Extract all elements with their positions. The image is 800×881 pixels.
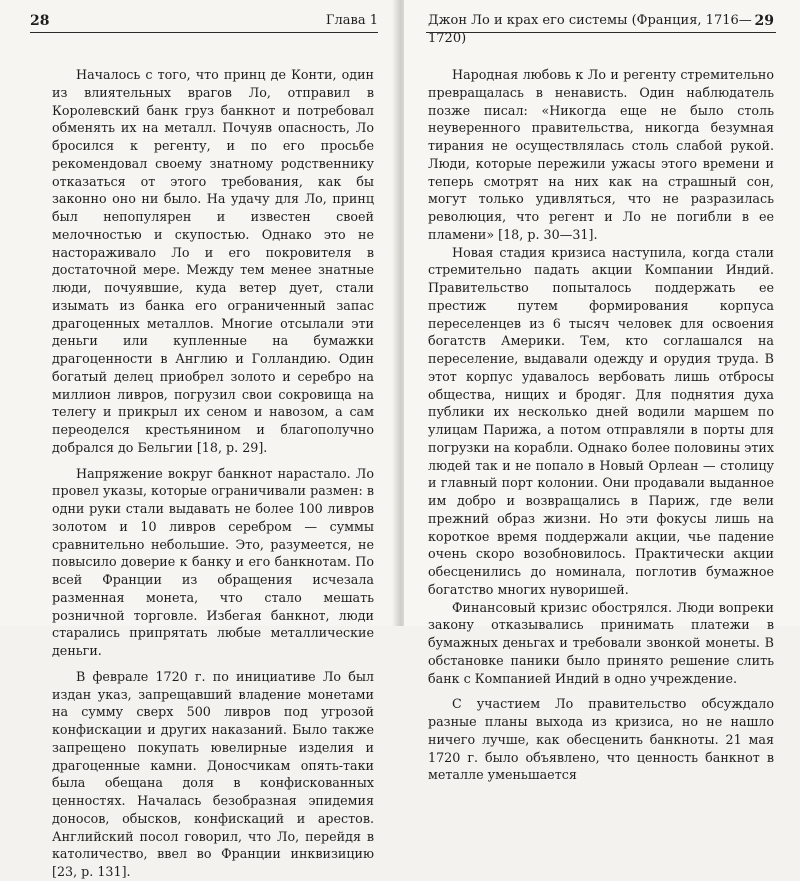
right-page [404,0,800,783]
right-page-header [428,12,774,46]
page-number: 28 [30,13,50,29]
left-page-body [52,66,374,881]
right-page-body [428,66,774,784]
running-head: Глава 1 [325,13,378,28]
left-page-header [30,12,378,30]
header-rule [426,32,776,33]
running-head: Джон Ло и крах его системы (Франция, 1716—1720) [428,13,752,46]
paragraph: Финансовый кризис обострялся. Люди вопреки закону отказывались принимать платежи в бумажных деньгах и требовали звонкой монеты. В обстановке паники было принято решение слить банк с Компанией Индий в одно учреждение. [428,599,774,686]
paragraph: Началось с того, что принц де Конти, один из влиятельных врагов Ло, отправил в Королевский банк груз банкнот и потребовал обменять их на металл. Почуяв опасность, Ло бросился к регенту, и по его просьбе рекомендовал своему знатному родственнику отказаться от этого требования, как бы законно оно ни было. На удачу для Ло, принц был непопулярен и известен своей мелочностью и скупостью. Однако это не настораживало Ло и его покровителя в достаточной мере. Между тем менее знатные люди, почуявшие, куда ветер дует, стали изымать из банка его ограниченный запас драгоценных металлов. Многие отсылали эти деньги или купленные на бумажки драгоценности в Англию и Голландию. Один богатый делец приобрел золото и серебро на миллион ливров, погрузил свои сокровища на телегу и прикрыл их сеном и навозом, а сам переоделся крестьянином и благополучно добрался до Бельгии [18, р. 29]. [52,67,374,455]
paragraph: Новая стадия кризиса наступила, когда стали стремительно падать акции Компании Индий. Правительство попыталось поддержать ее престиж путем формирования корпуса переселенцев из 6 тысяч человек для освоения богатств Америки. Тем, кто соглашался на переселение, выдавали одежду и орудия труда. В этот корпус удавалось вербовать лишь отбросы общества, нищих и бродяг. Для поднятия духа публики их несколько дней водили маршем по улицам Парижа, а потом отправляли в порты для погрузки на корабли. Однако более половины этих людей так и не попало в Новый Орлеан — столицу и главный порт колонии. Они продавали выданное им добро и возвращались в Париж, где вели прежний образ жизни. Но эти фокусы лишь на короткое время поддержали акции, чье падение очень скоро возобновилось. Практически акции обесценились до номинала, поглотив бумажное богатство многих нуворишей. [428,244,774,597]
left-page [0,0,396,879]
paragraph: С участием Ло правительство обсуждало разные планы выхода из кризиса, но не нашло ничего лучше, как обесценить банкноты. 21 мая 1720 г. было объявлено, что ценность банкнот в металле уменьшается [428,696,774,783]
page-number: 29 [754,13,774,29]
header-rule [30,32,378,33]
paragraph: Народная любовь к Ло и регенту стремительно превращалась в ненависть. Один наблюдатель позже писал: «Никогда еще не было столь неуверенного правительства, никогда безумная тирания не осуществлялась столь слабой рукой. Люди, которые пережили ужасы этого времени и теперь смотрят на них как на страшный сон, могут только удивляться, что не разразилась революция, что регент и Ло не погибли в ее пламени» [18, р. 30—31]. [428,67,774,242]
paragraph: Напряжение вокруг банкнот нарастало. Ло провел указы, которые ограничивали размен: в одни руки стали выдавать не более 100 ливров золотом и 10 ливров серебром — суммы сравнительно небольшие. Это, разумеется, не повысило доверие к банку и его банкнотам. По всей Франции из обращения исчезала разменная монета, что стало мешать розничной торговле. Избегая банкнот, люди старались припрятать любые металлические деньги. [52,465,374,658]
paragraph: В феврале 1720 г. по инициативе Ло был издан указ, запрещавший владение монетами на сумму сверх 500 ливров под угрозой конфискации и других наказаний. Было также запрещено покупать ювелирные изделия и драгоценные камни. Доносчикам опять-таки была обещана доля в конфискованных ценностях. Началась безобразная эпидемия доносов, обысков, конфискаций и арестов. Английский посол говорил, что Ло, перейдя в католичество, ввел во Франции инквизицию [23, р. 131]. [52,668,374,879]
